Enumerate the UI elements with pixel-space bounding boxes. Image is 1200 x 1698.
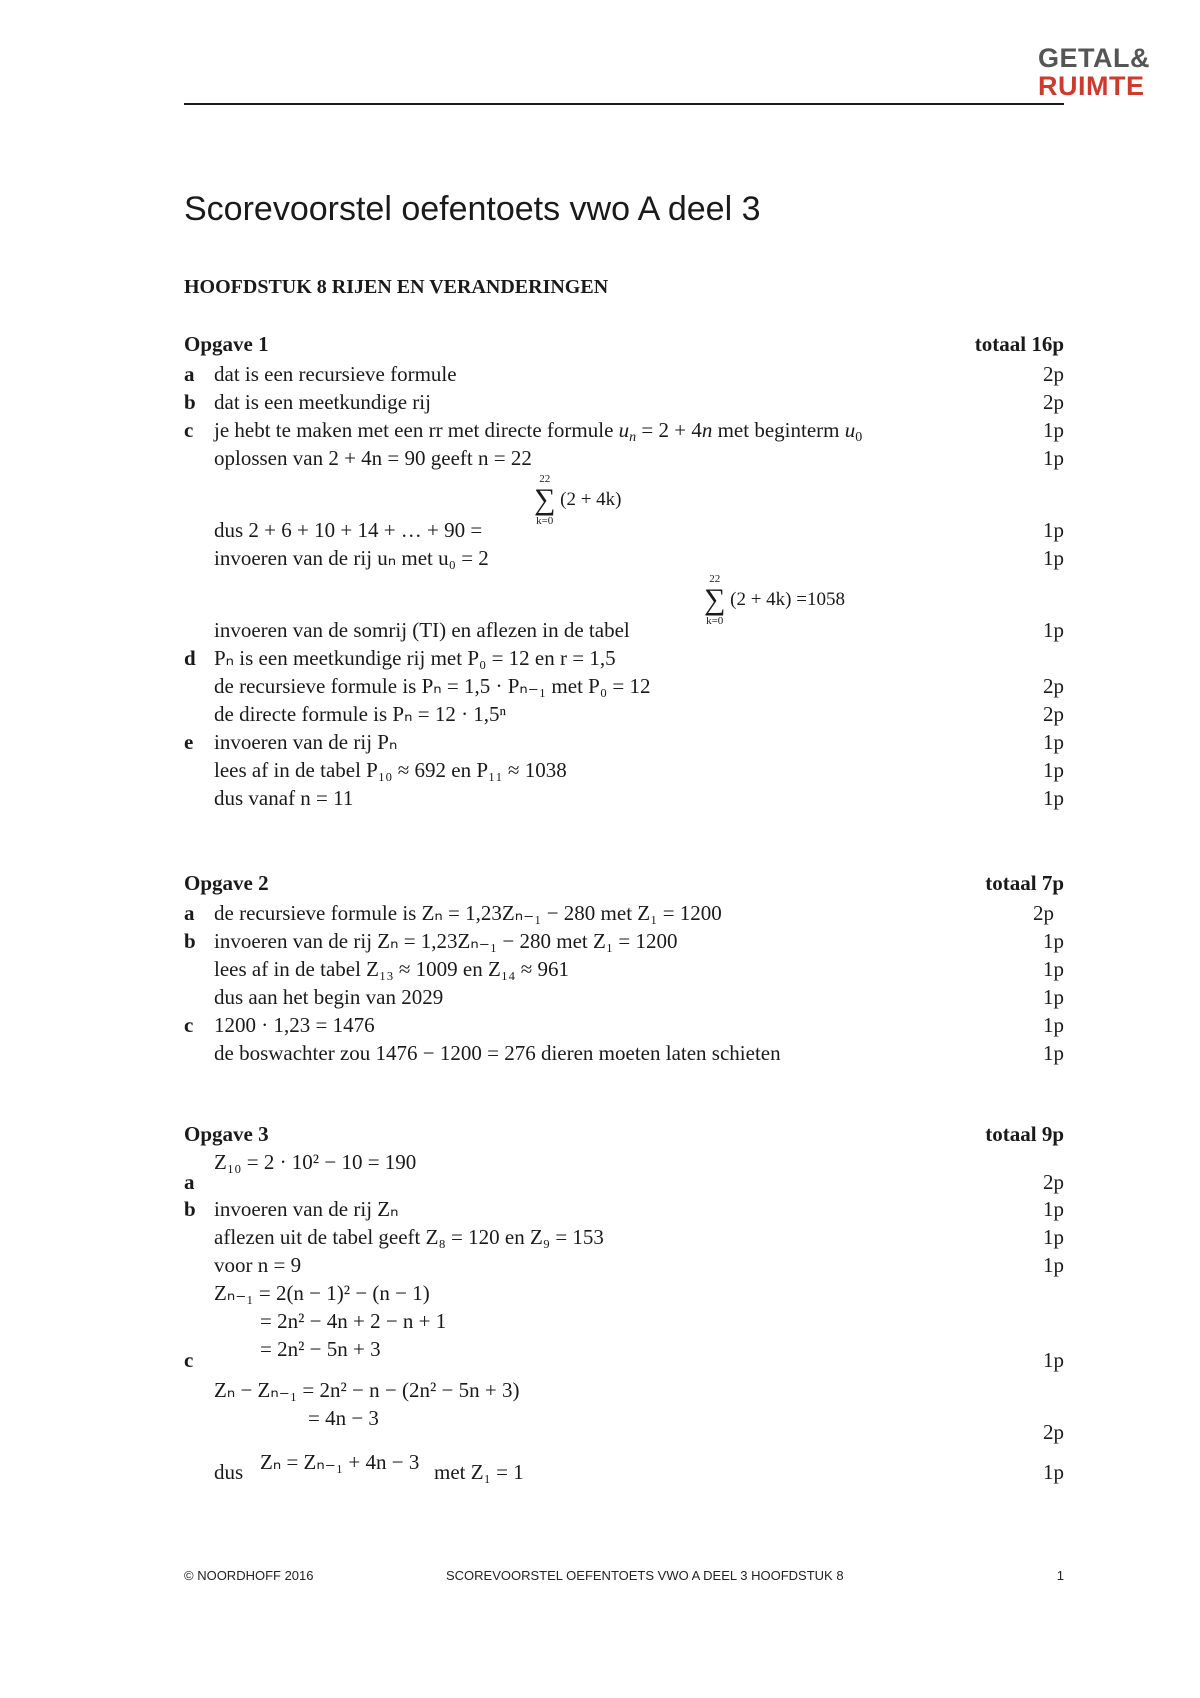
answer-row bbox=[184, 1039, 1064, 1067]
answer-points: 2p bbox=[1043, 702, 1064, 726]
answer-row bbox=[184, 1168, 1064, 1196]
answer-row bbox=[184, 672, 1064, 700]
answer-points: 1p bbox=[1043, 1460, 1064, 1484]
question-label: e bbox=[184, 730, 194, 754]
footer-page-number: 1 bbox=[1056, 1568, 1064, 1583]
answer-points: 1p bbox=[1043, 957, 1064, 981]
answer-text: invoeren van de rij Zₙ bbox=[214, 1197, 399, 1221]
answer-points: 2p bbox=[1033, 901, 1054, 925]
answer-points: 1p bbox=[1043, 929, 1064, 953]
sigma-symbol: ∑ bbox=[704, 583, 726, 616]
answer-row bbox=[184, 416, 1064, 444]
answer-text: invoeren van de somrij (TI) en aflezen in de tabel bbox=[214, 618, 630, 642]
answer-text: invoeren van de rij Pₙ bbox=[214, 730, 398, 754]
question-label: b bbox=[184, 1197, 196, 1221]
answer-row bbox=[184, 516, 1064, 544]
answer-row bbox=[184, 1011, 1064, 1039]
sigma-symbol: ∑ bbox=[534, 483, 556, 516]
answer-points: 1p bbox=[1043, 985, 1064, 1009]
sum-result: =1058 bbox=[796, 589, 845, 610]
formula-difference: Zₙ − Zₙ₋₁ = 2n² − n − (2n² − 5n + 3) bbox=[214, 1378, 520, 1402]
opgave-3-heading bbox=[184, 1122, 1064, 1147]
answer-text: dus bbox=[214, 1460, 244, 1484]
answer-points: 2p bbox=[1043, 1420, 1064, 1444]
answer-row bbox=[184, 644, 1064, 672]
answer-points: 1p bbox=[1043, 758, 1064, 782]
answer-row bbox=[184, 388, 1064, 416]
answer-points: 1p bbox=[1043, 546, 1064, 570]
answer-row bbox=[184, 1223, 1064, 1251]
answer-points: 2p bbox=[1043, 674, 1064, 698]
logo-line-2: RUIMTE bbox=[1038, 71, 1145, 101]
answer-text: dus vanaf n = 11 bbox=[214, 786, 354, 810]
sum-body: (2 + 4k) bbox=[560, 489, 622, 510]
answer-points: 1p bbox=[1043, 1197, 1064, 1221]
question-label: c bbox=[184, 1013, 194, 1037]
answer-row bbox=[184, 784, 1064, 812]
answer-text: Pₙ is een meetkundige rij met P₀ = 12 en r = 1,5 bbox=[214, 646, 616, 670]
answer-text: voor n = 9 bbox=[214, 1253, 302, 1277]
question-label: a bbox=[184, 1170, 195, 1194]
sum-lower-limit: k=0 bbox=[706, 615, 724, 627]
opgave-2-heading bbox=[184, 871, 1064, 896]
answer-text: 1200 · 1,23 = 1476 bbox=[214, 1013, 375, 1037]
answer-points: 1p bbox=[1043, 1041, 1064, 1065]
question-label: c bbox=[184, 418, 194, 442]
answer-text: je hebt te maken met een rr met directe formule $u_n = 2 + 4n$ met beginterm $u_0$ bbox=[214, 418, 863, 445]
answer-row bbox=[184, 1195, 1064, 1223]
formula-step: = 2n² − 5n + 3 bbox=[260, 1337, 381, 1361]
formula-step: = 4n − 3 bbox=[308, 1406, 379, 1430]
answer-text: dus 2 + 6 + 10 + 14 + … + 90 = bbox=[214, 518, 483, 542]
sum-body: (2 + 4k) bbox=[730, 589, 792, 610]
answer-text: dat is een recursieve formule bbox=[214, 362, 457, 386]
answer-text: invoeren van de rij uₙ met u₀ = 2 bbox=[214, 546, 489, 570]
answer-text: de recursieve formule is Zₙ = 1,23Zₙ₋₁ − 280 met Z₁ = 1200 bbox=[214, 901, 722, 925]
question-label: a bbox=[184, 362, 195, 386]
opgave-total: totaal 7p bbox=[985, 871, 1064, 895]
answer-points: 1p bbox=[1043, 518, 1064, 542]
answer-row bbox=[184, 1418, 1064, 1446]
answer-row bbox=[184, 1251, 1064, 1279]
answer-points: 1p bbox=[1043, 618, 1064, 642]
answer-text: aflezen uit de tabel geeft Z₈ = 120 en Z₉ = 153 bbox=[214, 1225, 604, 1249]
answer-row bbox=[184, 1450, 1064, 1486]
brand-logo bbox=[1038, 44, 1150, 100]
chapter-heading: HOOFDSTUK 8 RIJEN EN VERANDERINGEN bbox=[184, 276, 609, 298]
answer-text: invoeren van de rij Zₙ = 1,23Zₙ₋₁ − 280 met Z₁ = 1200 bbox=[214, 929, 678, 953]
answer-points: 1p bbox=[1043, 1253, 1064, 1277]
sum-upper-limit: 22 bbox=[539, 473, 551, 485]
opgave-title: Opgave 2 bbox=[184, 871, 269, 895]
question-label: a bbox=[184, 901, 195, 925]
answer-points: 2p bbox=[1043, 362, 1064, 386]
answer-row bbox=[184, 756, 1064, 784]
answer-text: de recursieve formule is Pₙ = 1,5 · Pₙ₋₁ met P₀ = 12 bbox=[214, 674, 651, 698]
answer-points: 1p bbox=[1043, 418, 1064, 442]
answer-text: dus aan het begin van 2029 bbox=[214, 985, 444, 1009]
footer-title: SCOREVOORSTEL OEFENTOETS VWO A DEEL 3 HOOFDSTUK 8 bbox=[446, 1568, 844, 1583]
answer-row bbox=[184, 899, 1064, 927]
answer-points: 1p bbox=[1043, 730, 1064, 754]
answer-text: lees af in de tabel Z₁₃ ≈ 1009 en Z₁₄ ≈ 961 bbox=[214, 957, 569, 981]
answer-row bbox=[184, 360, 1064, 388]
formula-zn-minus-1: Zₙ₋₁ = 2(n − 1)² − (n − 1) bbox=[214, 1281, 430, 1305]
header-rule bbox=[184, 103, 1064, 105]
formula-step: = 2n² − 4n + 2 − n + 1 bbox=[260, 1309, 447, 1333]
answer-row bbox=[184, 955, 1064, 983]
opgave-title: Opgave 1 bbox=[184, 332, 269, 356]
question-label: c bbox=[184, 1348, 194, 1372]
answer-text: de boswachter zou 1476 − 1200 = 276 dieren moeten laten schieten bbox=[214, 1041, 781, 1065]
question-label: d bbox=[184, 646, 196, 670]
opgave-1-heading bbox=[184, 332, 1064, 357]
logo-line-1: GETAL& bbox=[1038, 43, 1150, 73]
answer-text: dat is een meetkundige rij bbox=[214, 390, 431, 414]
answer-row bbox=[184, 544, 1064, 572]
answer-row bbox=[184, 1346, 1064, 1374]
answer-row bbox=[184, 728, 1064, 756]
answer-points: 1p bbox=[1043, 1225, 1064, 1249]
answer-text: oplossen van 2 + 4n = 90 geeft n = 22 bbox=[214, 446, 532, 470]
answer-points: 1p bbox=[1043, 446, 1064, 470]
answer-row bbox=[184, 983, 1064, 1011]
question-label: b bbox=[184, 929, 196, 953]
footer-copyright: © NOORDHOFF 2016 bbox=[184, 1568, 314, 1583]
question-label: b bbox=[184, 390, 196, 414]
sum-upper-limit: 22 bbox=[709, 573, 721, 585]
answer-points: 1p bbox=[1043, 786, 1064, 810]
answer-text: met Z₁ = 1 bbox=[434, 1460, 524, 1484]
answer-row bbox=[184, 616, 1064, 644]
answer-points: 1p bbox=[1043, 1348, 1064, 1372]
formula-recursive: Zₙ = Zₙ₋₁ + 4n − 3 bbox=[260, 1450, 420, 1474]
answer-points: 2p bbox=[1043, 390, 1064, 414]
answer-row bbox=[184, 927, 1064, 955]
formula-z10: Z₁₀ = 2 · 10² − 10 = 190 bbox=[214, 1150, 417, 1174]
sum-lower-limit: k=0 bbox=[536, 515, 554, 527]
answer-points: 2p bbox=[1043, 1170, 1064, 1194]
opgave-total: totaal 9p bbox=[985, 1122, 1064, 1146]
answer-row bbox=[184, 700, 1064, 728]
answer-text: lees af in de tabel P₁₀ ≈ 692 en P₁₁ ≈ 1038 bbox=[214, 758, 567, 782]
answer-text: de directe formule is Pₙ = 12 · 1,5ⁿ bbox=[214, 702, 507, 726]
answer-points: 1p bbox=[1043, 1013, 1064, 1037]
opgave-title: Opgave 3 bbox=[184, 1122, 269, 1146]
answer-row bbox=[184, 444, 1064, 472]
opgave-total: totaal 16p bbox=[974, 332, 1064, 356]
page-title: Scorevoorstel oefentoets vwo A deel 3 bbox=[184, 190, 761, 228]
